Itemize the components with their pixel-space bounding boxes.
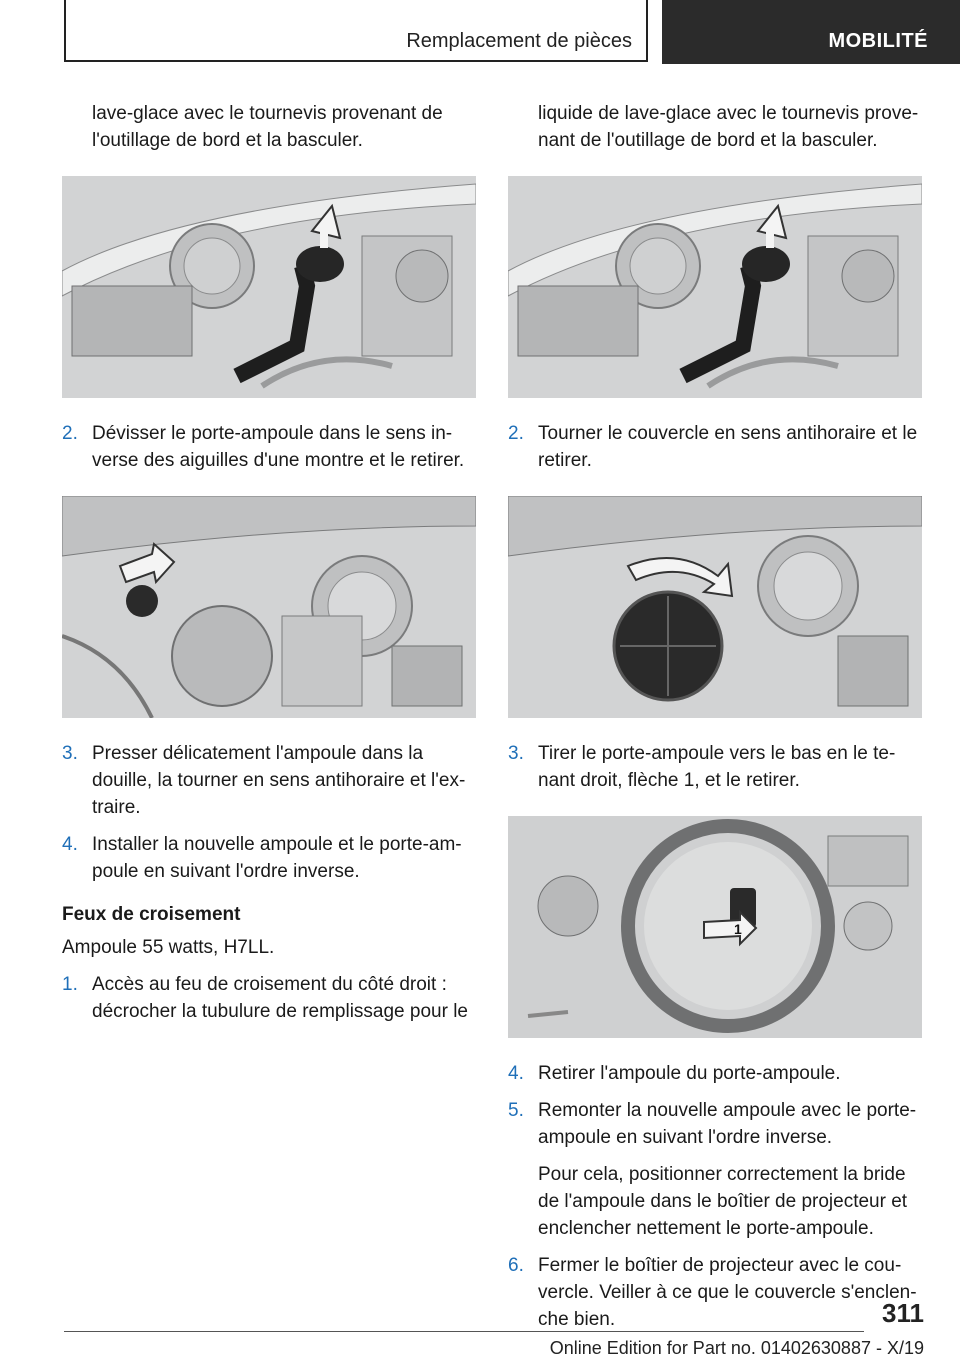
step-number: 6. <box>508 1255 524 1276</box>
step-text: Tirer le porte-ampoule vers le bas en le te-nant droit, flèche 1, et le retirer. <box>538 743 896 791</box>
page-number: 311 <box>882 1298 924 1328</box>
headlamp-illustration <box>508 176 922 398</box>
step-text: Remonter la nouvelle ampoule avec le porte-ampoule en suivant l'ordre inverse. <box>538 1100 917 1148</box>
section-heading: Feux de croisement <box>62 904 241 925</box>
figure-pull-holder <box>508 816 922 1038</box>
page-header <box>64 0 960 64</box>
steps-list-b <box>508 740 922 794</box>
step-text: Accès au feu de croisement du côté droit : décrocher la tubulure de remplissage pour le <box>92 974 468 1022</box>
list-item <box>508 420 922 474</box>
steps-list-c <box>508 1060 922 1151</box>
step-number: 2. <box>62 423 78 444</box>
left-column <box>62 100 476 1035</box>
figure-cover <box>508 496 922 718</box>
headlamp-illustration <box>508 816 922 1038</box>
step-text: Installer la nouvelle ampoule et le porte-am-poule en suivant l'ordre inverse. <box>92 834 462 882</box>
list-item <box>508 1252 922 1333</box>
figure-washer-filler-right <box>508 176 922 398</box>
step-number: 4. <box>508 1063 524 1084</box>
list-item <box>62 420 476 474</box>
step-number: 3. <box>62 743 78 764</box>
list-item <box>62 971 476 1025</box>
footer-edition: Online Edition for Part no. 01402630887 - X/19 <box>549 1338 924 1358</box>
section-tab <box>662 0 960 64</box>
chapter-title: Remplacement de pièces <box>406 30 632 52</box>
steps-list-b <box>62 740 476 885</box>
right-column <box>508 100 922 1343</box>
step-text: Tourner le couvercle en sens antihoraire et le retirer. <box>538 423 918 471</box>
list-item <box>62 831 476 885</box>
step-number: 5. <box>508 1100 524 1121</box>
footer-divider <box>64 1331 864 1332</box>
intro-paragraph: liquide de lave-glace avec le tournevis prove-nant de l'outillage de bord et la basculer. <box>538 103 919 151</box>
headlamp-illustration <box>62 496 476 718</box>
step-text: Retirer l'ampoule du porte-ampoule. <box>538 1063 841 1084</box>
list-item <box>508 740 922 794</box>
step-number: 4. <box>62 834 78 855</box>
step-text: Presser délicatement l'ampoule dans la douille, la tourner en sens antihoraire et l'ex-traire. <box>92 743 466 818</box>
steps-list-d <box>508 1252 922 1333</box>
list-item <box>62 740 476 821</box>
steps-list-a <box>62 420 476 474</box>
step-text: Dévisser le porte-ampoule dans le sens in-verse des aiguilles d'une montre et le retirer. <box>92 423 465 471</box>
list-item <box>508 1097 922 1151</box>
step-text: Fermer le boîtier de projecteur avec le cou-vercle. Veiller à ce que le couvercle s'enclen-che bien. <box>538 1255 917 1330</box>
step-number: 1. <box>62 974 78 995</box>
headlamp-illustration <box>62 176 476 398</box>
sub-paragraph: Pour cela, positionner correctement la bride de l'ampoule dans le boîtier de projecteur et enclencher nettement le porte-ampoule. <box>538 1164 908 1239</box>
figure-bulb-holder <box>62 496 476 718</box>
steps-list-a <box>508 420 922 474</box>
figure-washer-filler <box>62 176 476 398</box>
section-title: MOBILITÉ <box>828 30 928 52</box>
header-frame <box>64 0 648 62</box>
intro-paragraph: lave-glace avec le tournevis provenant de l'outillage de bord et la basculer. <box>92 103 443 151</box>
step-number: 2. <box>508 423 524 444</box>
steps-list-c <box>62 971 476 1025</box>
list-item <box>508 1060 922 1087</box>
headlamp-illustration <box>508 496 922 718</box>
bulb-info: Ampoule 55 watts, H7LL. <box>62 937 275 958</box>
step-number: 3. <box>508 743 524 764</box>
arrow-label: 1 <box>734 921 742 937</box>
